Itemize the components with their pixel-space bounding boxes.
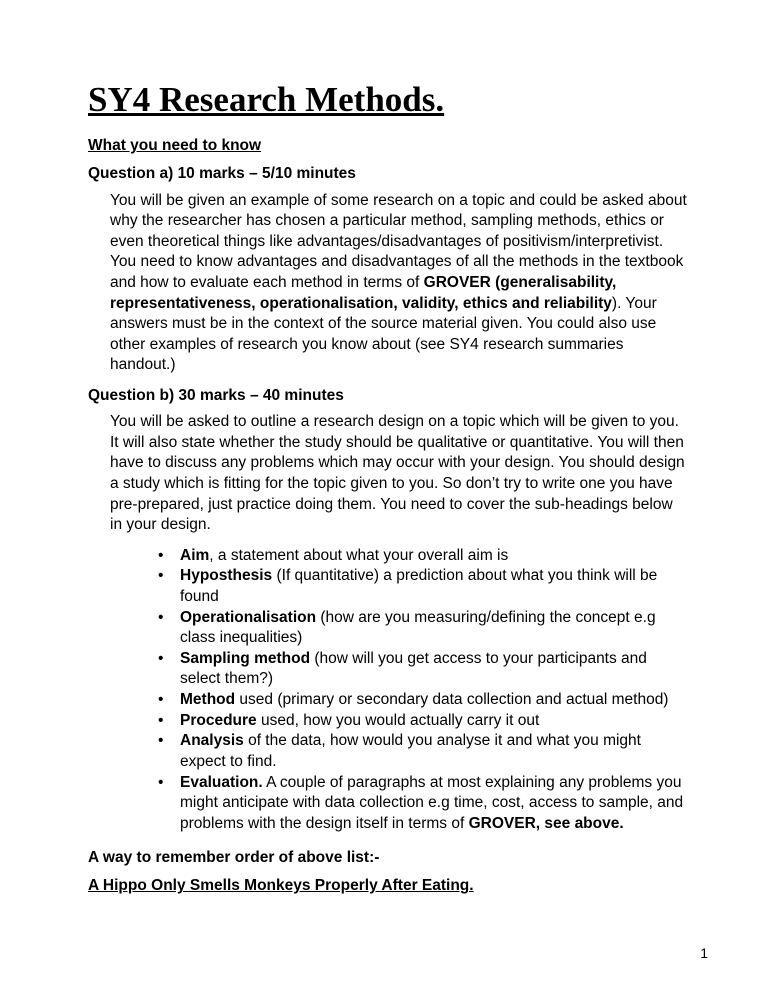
mnemonic-text: A Hippo Only Smells Monkeys Properly After Eating.: [88, 877, 474, 895]
design-subheadings-list: [88, 546, 688, 835]
grover-expansion: (generalisability, representativeness, operationalisation, validity, ethics and reliability: [110, 273, 617, 312]
question-a-paragraph: [110, 191, 688, 376]
list-item: • Analysis of the data, how would you analyse it and what you might expect to find.: [158, 732, 641, 770]
list-item: • Operationalisation (how are you measuring/defining the concept e.g class inequalities): [158, 608, 656, 647]
list-item: • Procedure used, how you would actually carry it out: [158, 711, 540, 729]
list-item: • Hyposthesis (If quantitative) a prediction about what you think will be found: [158, 567, 658, 606]
question-b-paragraph: You will be asked to outline a research design on a topic which will be given to you. It will also state whether the study should be qualitative or quantitative. You will then have to discuss any problems which may occur with your design. You should design a study which is fitting for the topic given to you. So don’t try to write one you have pre-prepared, just practice doing them. You need to cover the sub-headings below in your design.: [110, 413, 685, 534]
list-item: • Aim, a statement about what your overall aim is: [158, 546, 509, 564]
section-subheading: What you need to know: [88, 137, 262, 155]
question-a-text-1: You will be given an example of some research on a topic and could be asked about why the researcher has chosen a particular method, sampling methods, ethics or even theoretical things like advantages/disadvantages of positivism/interpretivist. You need to know advantages and disadvantages of all the methods in the textbook and how to evaluate each method in terms of: [110, 191, 687, 291]
list-item: • Evaluation. A couple of paragraphs at most explaining any problems you might anticipate with data collection e.g time, cost, access to sample, and problems with the design itself in terms of GROVER, see above.: [158, 773, 684, 832]
document-title: SY4 Research Methods.: [88, 80, 445, 119]
question-a-heading: Question a) 10 marks – 5/10 minutes: [88, 165, 356, 183]
page-number: 1: [700, 945, 708, 961]
list-item: • Sampling method (how will you get access to your participants and select them?): [158, 649, 647, 688]
list-item: • Method used (primary or secondary data collection and actual method): [158, 691, 669, 709]
question-a-text-2: ). Your answers must be in the context of the source material given. You could also use other examples of research you know about (see SY4 research summaries handout.): [110, 294, 657, 374]
grover-term: GROVER: [423, 273, 491, 291]
mnemonic-heading: A way to remember order of above list:-: [88, 849, 380, 867]
question-b-heading: Question b) 30 marks – 40 minutes: [88, 387, 344, 405]
